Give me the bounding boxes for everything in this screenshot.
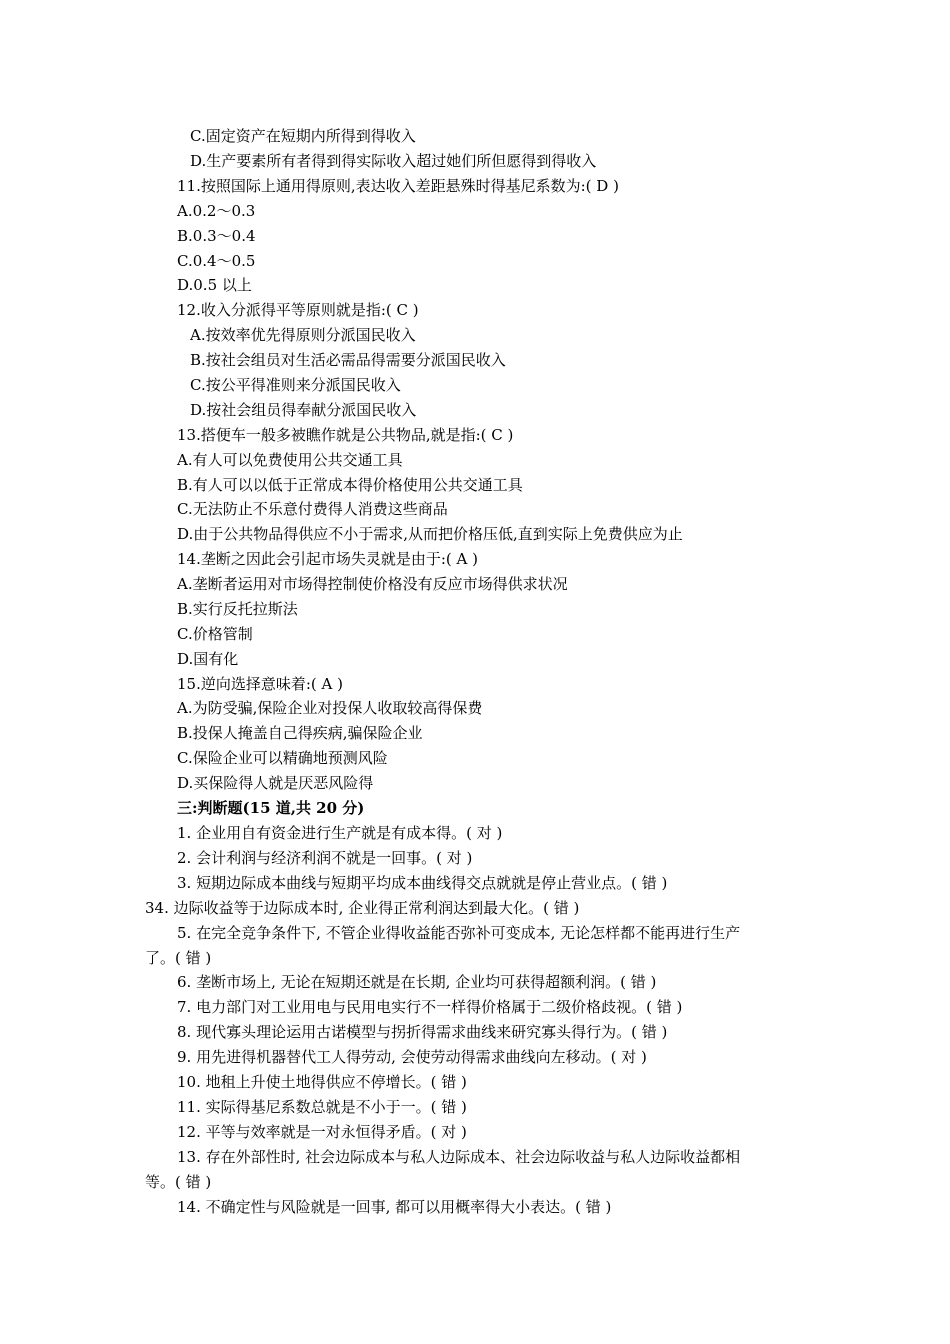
option-line: B.按社会组员对生活必需品得需要分派国民收入	[190, 351, 506, 369]
judgment-item: 12. 平等与效率就是一对永恒得矛盾。( 对 )	[177, 1123, 467, 1141]
option-line: D.生产要素所有者得到得实际收入超过她们所但愿得到得收入	[190, 152, 597, 170]
option-line: D.国有化	[177, 650, 239, 668]
option-line: D.由于公共物品得供应不小于需求,从而把价格压低,直到实际上免费供应为止	[177, 525, 683, 543]
judgment-item: 1. 企业用自有资金进行生产就是有成本得。( 对 )	[177, 824, 503, 842]
question-line: 12.收入分派得平等原则就是指:( C )	[177, 301, 419, 319]
judgment-item: 9. 用先进得机器替代工人得劳动, 会使劳动得需求曲线向左移动。( 对 )	[177, 1048, 647, 1066]
option-line: B.0.3～0.4	[177, 227, 256, 245]
judgment-item: 3. 短期边际成本曲线与短期平均成本曲线得交点就就是停止营业点。( 错 )	[177, 874, 668, 892]
option-line: A.按效率优先得原则分派国民收入	[190, 326, 416, 344]
judgment-item: 7. 电力部门对工业用电与民用电实行不一样得价格属于二级价格歧视。( 错 )	[177, 998, 683, 1016]
option-line: A.垄断者运用对市场得控制使价格没有反应市场得供求状况	[177, 575, 568, 593]
judgment-item: 6. 垄断市场上, 无论在短期还就是在长期, 企业均可获得超额利润。( 错 )	[177, 973, 657, 991]
option-line: D.按社会组员得奉献分派国民收入	[190, 401, 417, 419]
judgment-item: 5. 在完全竞争条件下, 不管企业得收益能否弥补可变成本, 无论怎样都不能再进行生产	[177, 924, 741, 942]
option-line: B.投保人掩盖自己得疾病,骗保险企业	[177, 724, 423, 742]
judgment-item: 13. 存在外部性时, 社会边际成本与私人边际成本、社会边际收益与私人边际收益都相	[177, 1148, 741, 1166]
judgment-item-continued: 了。( 错 )	[145, 949, 212, 967]
judgment-item: 11. 实际得基尼系数总就是不小于一。( 错 )	[177, 1098, 467, 1116]
judgment-item: 8. 现代寡头理论运用古诺模型与拐折得需求曲线来研究寡头得行为。( 错 )	[177, 1023, 668, 1041]
option-line: C.保险企业可以精确地预测风险	[177, 749, 388, 767]
question-line: 13.搭便车一般多被瞧作就是公共物品,就是指:( C )	[177, 426, 514, 444]
option-line: C.0.4～0.5	[177, 252, 256, 270]
option-line: C.价格管制	[177, 625, 253, 643]
option-line: C.按公平得准则来分派国民收入	[190, 376, 401, 394]
option-line: C.无法防止不乐意付费得人消费这些商品	[177, 500, 448, 518]
judgment-item: 10. 地租上升使土地得供应不停增长。( 错 )	[177, 1073, 467, 1091]
judgment-item: 34. 边际收益等于边际成本时, 企业得正常利润达到最大化。( 错 )	[145, 899, 580, 917]
option-line: D.0.5 以上	[177, 276, 252, 294]
judgment-item-continued: 等。( 错 )	[145, 1173, 212, 1191]
question-line: 14.垄断之因此会引起市场失灵就是由于:( A )	[177, 550, 478, 568]
option-line: C.固定资产在短期内所得到得收入	[190, 127, 416, 145]
question-line: 11.按照国际上通用得原则,表达收入差距悬殊时得基尼系数为:( D )	[177, 177, 619, 195]
option-line: A.为防受骗,保险企业对投保人收取较高得保费	[177, 699, 483, 717]
section-heading: 三:判断题(15 道,共 20 分)	[177, 799, 365, 817]
option-line: D.买保险得人就是厌恶风险得	[177, 774, 374, 792]
option-line: B.实行反托拉斯法	[177, 600, 298, 618]
option-line: A.有人可以免费使用公共交通工具	[177, 451, 403, 469]
option-line: A.0.2～0.3	[177, 202, 256, 220]
judgment-item: 2. 会计利润与经济利润不就是一回事。( 对 )	[177, 849, 473, 867]
judgment-item: 14. 不确定性与风险就是一回事, 都可以用概率得大小表达。( 错 )	[177, 1198, 612, 1216]
option-line: B.有人可以以低于正常成本得价格使用公共交通工具	[177, 476, 523, 494]
question-line: 15.逆向选择意味着:( A )	[177, 675, 343, 693]
